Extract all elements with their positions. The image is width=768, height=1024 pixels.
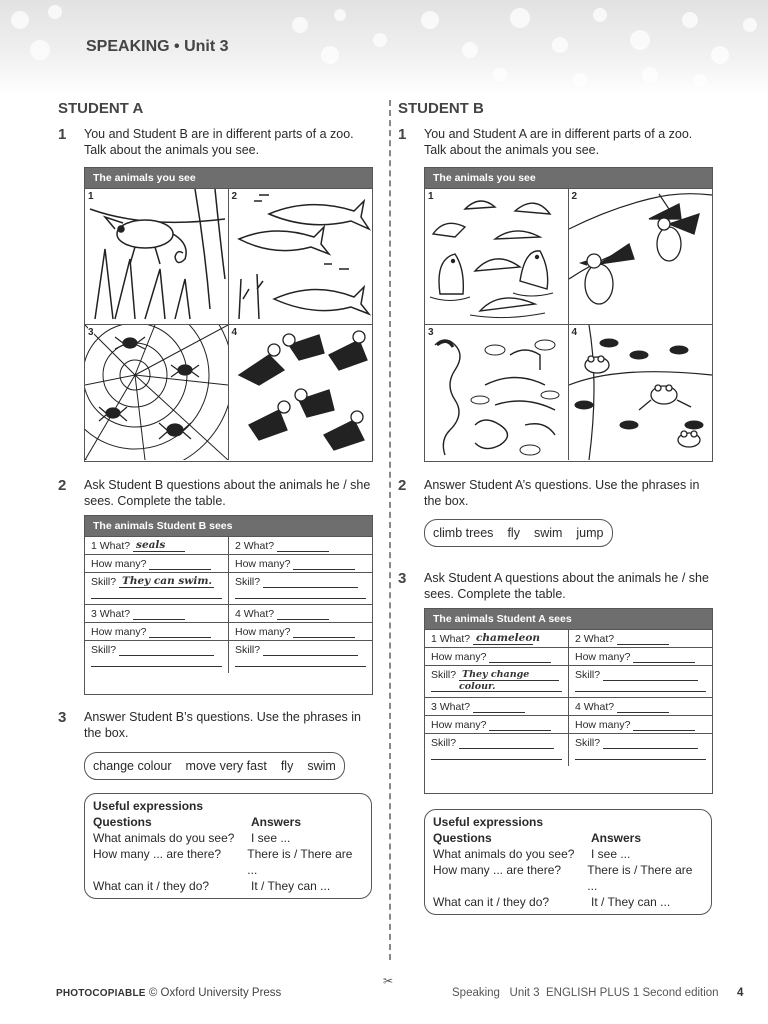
- what-label: 4 What?: [235, 608, 275, 620]
- answer-table: [85, 536, 372, 673]
- answer-text: I see ...: [591, 847, 631, 861]
- what-blank[interactable]: [277, 607, 329, 620]
- what-label: 1 What?: [431, 633, 471, 645]
- table-cell: [569, 734, 713, 766]
- how-many-label: How many?: [575, 651, 631, 663]
- skill-label: Skill?: [575, 737, 601, 749]
- skill-label: Skill?: [431, 737, 457, 749]
- how-many-blank[interactable]: [293, 557, 355, 570]
- student-a-phrase-box: [84, 752, 345, 780]
- questions-header: Questions: [93, 815, 152, 829]
- table-cell: [425, 734, 569, 766]
- what-blank[interactable]: [617, 632, 669, 645]
- student-b-phrase-box: [424, 519, 613, 547]
- handwritten-answer: chameleon: [476, 632, 540, 644]
- cut-line-divider: [389, 100, 391, 960]
- skill-blank[interactable]: [119, 575, 214, 588]
- skill-blank-line[interactable]: [235, 590, 366, 599]
- student-b-task-2: [398, 477, 716, 509]
- table-cell: [85, 623, 229, 641]
- student-a-useful-expressions: [84, 793, 372, 899]
- how-many-blank[interactable]: [633, 718, 695, 731]
- skill-blank[interactable]: [263, 575, 358, 588]
- skill-blank-line[interactable]: [431, 683, 562, 692]
- handwritten-answer: They can swim.: [122, 575, 213, 587]
- student-a-question-table: [84, 515, 373, 695]
- what-label: 3 What?: [431, 701, 471, 713]
- picture-grid: [425, 188, 712, 460]
- picture-shark: [229, 188, 373, 324]
- table-cell: [85, 641, 229, 673]
- skill-label: Skill?: [431, 669, 457, 681]
- picture-number: 1: [428, 191, 434, 202]
- how-many-blank[interactable]: [489, 650, 551, 663]
- table-cell: [425, 716, 569, 734]
- chameleon-icon: [85, 189, 228, 324]
- table-cell: [569, 716, 713, 734]
- student-b-question-table: [424, 608, 713, 794]
- answers-header: Answers: [591, 831, 642, 845]
- box-header: The animals you see: [85, 168, 372, 188]
- question-text: How many ... are there?: [433, 863, 562, 877]
- frog-icon: [569, 325, 712, 460]
- how-many-blank[interactable]: [293, 625, 355, 638]
- student-a-task-3: [58, 709, 376, 741]
- task-instruction: Answer Student B’s questions. Use the phrases in the box.: [84, 710, 362, 740]
- handwritten-answer: seals: [136, 539, 166, 551]
- skill-blank[interactable]: [459, 668, 559, 692]
- phrase: climb trees: [433, 526, 494, 540]
- student-a-task-1: [58, 126, 376, 158]
- how-many-blank[interactable]: [149, 557, 211, 570]
- what-blank[interactable]: [133, 607, 185, 620]
- table-cell: [569, 698, 713, 716]
- shark-icon: [229, 189, 372, 324]
- eagle-icon: [569, 189, 712, 324]
- what-blank[interactable]: [473, 632, 540, 645]
- how-many-blank[interactable]: [149, 625, 211, 638]
- phrase: swim: [307, 759, 336, 773]
- student-b-column: [398, 100, 716, 909]
- phrase: swim: [533, 526, 563, 540]
- task-instruction: You and Student B are in different parts of a zoo. Talk about the animals you see.: [84, 127, 354, 157]
- table-cell: [85, 573, 229, 605]
- skill-blank[interactable]: [119, 643, 214, 656]
- task-number: 3: [58, 709, 67, 726]
- student-a-animals-box: [84, 167, 373, 462]
- task-number: 2: [398, 477, 407, 494]
- picture-number: 3: [88, 327, 94, 338]
- student-b-useful-expressions: [424, 809, 712, 915]
- question-text: What can it / they do?: [433, 895, 550, 909]
- footer-series: Speaking Unit 3 ENGLISH PLUS 1 Second edition: [452, 987, 719, 999]
- question-text: How many ... are there?: [93, 847, 222, 861]
- question-text: What animals do you see?: [93, 831, 235, 845]
- skill-blank-line[interactable]: [431, 751, 562, 760]
- answer-text: There is / There are ...: [247, 847, 353, 877]
- photocopiable-label: PHOTOCOPIABLE: [56, 988, 146, 999]
- student-b-task-1: [398, 126, 716, 158]
- questions-header: Questions: [433, 831, 492, 845]
- how-many-label: How many?: [91, 626, 147, 638]
- box-header: The animals Student A sees: [425, 609, 712, 629]
- table-cell: [85, 605, 229, 623]
- picture-number: 3: [428, 327, 434, 338]
- student-b-title: STUDENT B: [398, 100, 484, 117]
- how-many-blank[interactable]: [633, 650, 695, 663]
- picture-chameleon: [85, 188, 229, 324]
- picture-snake: [425, 324, 569, 460]
- skill-blank-line[interactable]: [575, 683, 706, 692]
- skill-blank-line[interactable]: [91, 658, 222, 667]
- phrase: fly: [280, 759, 294, 773]
- phrase: fly: [507, 526, 520, 540]
- box-header: The animals Student B sees: [85, 516, 372, 536]
- useful-expressions-title: Useful expressions: [433, 815, 544, 829]
- what-label: 4 What?: [575, 701, 615, 713]
- how-many-label: How many?: [235, 558, 291, 570]
- what-label: 2 What?: [575, 633, 615, 645]
- phrase: move very fast: [185, 759, 267, 773]
- picture-number: 4: [571, 327, 578, 338]
- table-cell: [425, 648, 569, 666]
- table-cell: [229, 555, 373, 573]
- how-many-label: How many?: [91, 558, 147, 570]
- phrase: jump: [576, 526, 604, 540]
- table-cell: [229, 641, 373, 673]
- how-many-label: How many?: [235, 626, 291, 638]
- answer-text: I see ...: [251, 831, 291, 845]
- handwritten-answer: They change colour.: [459, 669, 530, 692]
- skill-label: Skill?: [575, 669, 601, 681]
- scissors-icon: ✂: [383, 974, 394, 988]
- table-cell: [425, 698, 569, 716]
- table-cell: [569, 666, 713, 698]
- what-blank[interactable]: [133, 539, 185, 552]
- how-many-label: How many?: [575, 719, 631, 731]
- skill-label: Skill?: [91, 576, 117, 588]
- task-number: 2: [58, 477, 67, 494]
- skill-blank-line[interactable]: [91, 590, 222, 599]
- useful-expressions-title: Useful expressions: [93, 799, 204, 813]
- what-label: 1 What?: [91, 540, 131, 552]
- table-cell: [425, 666, 569, 698]
- skill-blank[interactable]: [459, 736, 554, 749]
- skill-blank-line[interactable]: [575, 751, 706, 760]
- task-number: 1: [58, 126, 67, 143]
- student-b-task-3: [398, 570, 716, 602]
- table-cell: [85, 555, 229, 573]
- table-cell: [229, 623, 373, 641]
- student-b-animals-box: [424, 167, 713, 462]
- box-header: The animals you see: [425, 168, 712, 188]
- table-cell: [569, 630, 713, 648]
- student-a-task-2: [58, 477, 376, 509]
- answer-text: It / They can ...: [251, 879, 331, 893]
- answer-text: There is / There are ...: [587, 863, 693, 893]
- picture-spider: [85, 324, 229, 460]
- copyright-text: © Oxford University Press: [148, 987, 282, 999]
- picture-number: 1: [88, 191, 94, 202]
- footer-copyright: [56, 987, 281, 999]
- picture-number: 2: [231, 191, 238, 202]
- answer-text: It / They can ...: [591, 895, 671, 909]
- picture-eagle: [569, 188, 713, 324]
- what-blank[interactable]: [617, 700, 669, 713]
- what-blank[interactable]: [473, 700, 525, 713]
- spider-icon: [85, 325, 228, 460]
- skill-label: Skill?: [235, 576, 261, 588]
- seal-icon: [425, 189, 568, 324]
- table-cell: [85, 537, 229, 555]
- picture-grid: [85, 188, 372, 460]
- table-cell: [229, 573, 373, 605]
- task-number: 3: [398, 570, 407, 587]
- skill-label: Skill?: [235, 644, 261, 656]
- parrot-icon: [229, 325, 372, 460]
- what-label: 2 What?: [235, 540, 275, 552]
- task-instruction: Ask Student A questions about the animals he / she sees. Complete the table.: [424, 571, 709, 601]
- task-instruction: Ask Student B questions about the animals he / she sees. Complete the table.: [84, 478, 371, 508]
- page-number: 4: [737, 987, 744, 999]
- table-cell: [229, 605, 373, 623]
- what-blank[interactable]: [277, 539, 329, 552]
- skill-blank[interactable]: [603, 668, 698, 681]
- question-text: What animals do you see?: [433, 847, 575, 861]
- student-a-column: [58, 100, 376, 893]
- skill-blank-line[interactable]: [235, 658, 366, 667]
- page-title: SPEAKING • Unit 3: [86, 38, 229, 55]
- snake-icon: [425, 325, 568, 460]
- skill-blank[interactable]: [603, 736, 698, 749]
- how-many-blank[interactable]: [489, 718, 551, 731]
- phrase: change colour: [93, 759, 172, 773]
- how-many-label: How many?: [431, 651, 487, 663]
- task-instruction: You and Student A are in different parts of a zoo. Talk about the animals you see.: [424, 127, 693, 157]
- picture-parrot: [229, 324, 373, 460]
- table-cell: [229, 537, 373, 555]
- picture-number: 4: [231, 327, 238, 338]
- how-many-label: How many?: [431, 719, 487, 731]
- picture-seal: [425, 188, 569, 324]
- skill-blank[interactable]: [263, 643, 358, 656]
- table-cell: [569, 648, 713, 666]
- answers-header: Answers: [251, 815, 302, 829]
- skill-label: Skill?: [91, 644, 117, 656]
- picture-number: 2: [571, 191, 578, 202]
- what-label: 3 What?: [91, 608, 131, 620]
- student-a-title: STUDENT A: [58, 100, 144, 117]
- table-cell: [425, 630, 569, 648]
- question-text: What can it / they do?: [93, 879, 210, 893]
- task-number: 1: [398, 126, 407, 143]
- answer-table: [425, 629, 712, 766]
- picture-frog: [569, 324, 713, 460]
- task-instruction: Answer Student A’s questions. Use the phrases in the box.: [424, 478, 700, 508]
